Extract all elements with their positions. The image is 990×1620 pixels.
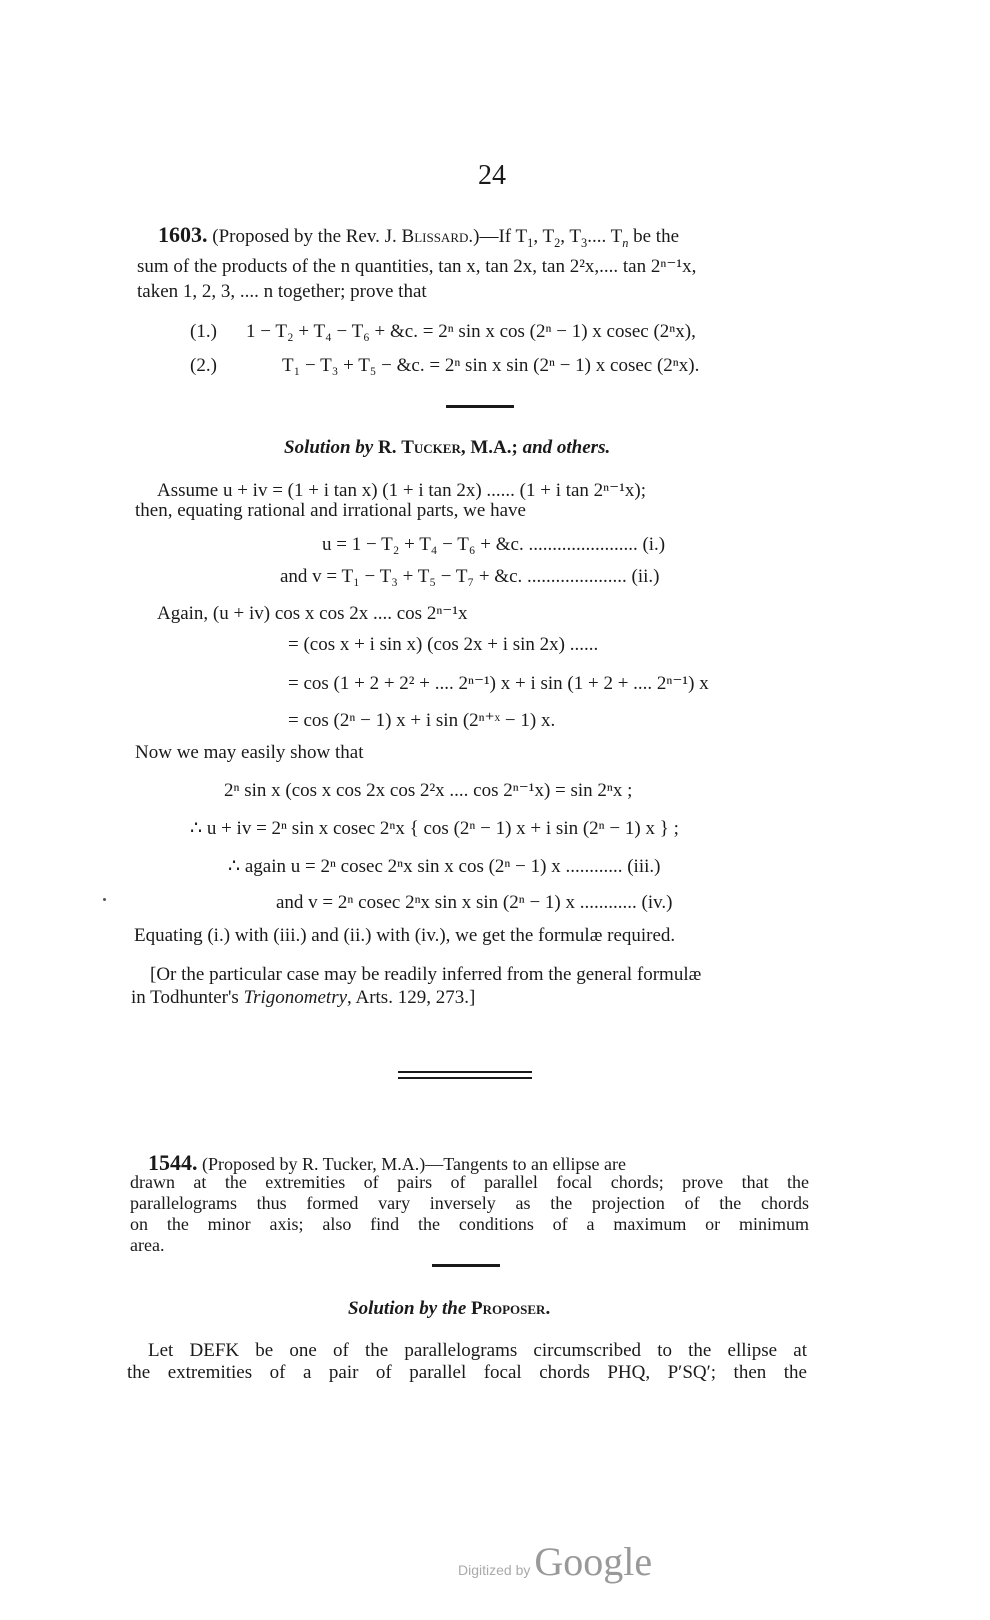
solution-2-line1: Let DEFK be one of the parallelograms circumscribed to the ellipse at xyxy=(148,1340,807,1361)
page-number: 24 xyxy=(478,160,506,191)
problem-1603-line2: sum of the products of the n quantities, tan x, tan 2x, tan 2²x,.... tan 2ⁿ⁻¹x, xyxy=(137,256,697,277)
equation-i: u = 1 − T₂ + T₄ − T₆ + &c. ....................... (i.) xyxy=(322,534,666,555)
therefore-line: ∴ u + iv = 2ⁿ sin x cosec 2ⁿx { cos (2ⁿ − 1) x + i sin (2ⁿ − 1) x } ; xyxy=(190,818,679,839)
equation-iv: and v = 2ⁿ cosec 2ⁿx sin x sin (2ⁿ − 1) x ............ (iv.) xyxy=(276,892,673,913)
again-line-2: = (cos x + i sin x) (cos 2x + i sin 2x) ...... xyxy=(288,634,599,655)
note-line-2: in Todhunter's Trigonometry, Arts. 129, 273.] xyxy=(131,987,476,1008)
problem-number: 1544. xyxy=(148,1150,198,1175)
formula-2-label: (2.) xyxy=(190,355,217,376)
problem-1603-line3: taken 1, 2, 3, .... n together; prove that xyxy=(137,281,427,302)
problem-number: 1603. xyxy=(158,222,208,247)
problem-1544-line3: parallelograms thus formed vary inversely as the projection of the chords xyxy=(130,1193,809,1213)
proposer-name: Blissard xyxy=(401,226,469,247)
solution-2-heading: Solution by the Proposer. xyxy=(348,1298,551,1319)
show-line: 2ⁿ sin x (cos x cos 2x cos 2²x .... cos 2ⁿ⁻¹x) = sin 2ⁿx ; xyxy=(224,780,633,801)
formula-2: T₁ − T₃ + T₅ − &c. = 2ⁿ sin x sin (2ⁿ − 1) x cosec (2ⁿx). xyxy=(282,355,700,376)
solution-1-heading: Solution by R. Tucker, M.A.; and others. xyxy=(284,437,611,458)
again-line: Again, (u + iv) cos x cos 2x .... cos 2ⁿ⁻¹x xyxy=(157,603,468,624)
divider xyxy=(432,1264,500,1267)
again-line-3: = cos (1 + 2 + 2² + .... 2ⁿ⁻¹) x + i sin (1 + 2 + .... 2ⁿ⁻¹) x xyxy=(288,673,709,694)
solution-2-line2: the extremities of a pair of parallel focal chords PHQ, P′SQ′; then the xyxy=(127,1362,807,1383)
equating-line: Equating (i.) with (iii.) and (ii.) with (iv.), we get the formulæ required. xyxy=(134,925,676,946)
equation-iii: ∴ again u = 2ⁿ cosec 2ⁿx sin x cos (2ⁿ − 1) x ............ (iii.) xyxy=(228,856,661,877)
digitized-watermark xyxy=(458,1538,652,1585)
digitized-text: Digitized by xyxy=(458,1562,531,1578)
speck xyxy=(103,898,106,901)
double-rule-top xyxy=(398,1071,532,1073)
problem-1603-line1: 1603. (Proposed by the Rev. J. Blissard.)—If $T_1$, $T_2$, $T_3$.... $T_n$ be the xyxy=(158,222,680,250)
then-line: then, equating rational and irrational parts, we have xyxy=(135,500,526,521)
double-rule-bottom xyxy=(398,1077,532,1079)
problem-1544-line4: on the minor axis; also find the conditions of a maximum or minimum xyxy=(130,1214,809,1234)
divider xyxy=(446,405,514,408)
assume-line: Assume u + iv = (1 + i tan x) (1 + i tan 2x) ...... (1 + i tan 2ⁿ⁻¹x); xyxy=(157,480,646,501)
google-logo: Google xyxy=(534,1539,653,1584)
equation-ii: and v = T₁ − T₃ + T₅ − T₇ + &c. ..................... (ii.) xyxy=(280,566,660,587)
problem-1544-line1: 1544. (Proposed by R. Tucker, M.A.)—Tangents to an ellipse are xyxy=(148,1150,626,1175)
problem-1544-line2: drawn at the extremities of pairs of parallel focal chords; prove that the xyxy=(130,1172,809,1192)
now-line: Now we may easily show that xyxy=(135,742,364,763)
formula-1: 1 − T₂ + T₄ − T₆ + &c. = 2ⁿ sin x cos (2ⁿ − 1) x cosec (2ⁿx), xyxy=(246,321,696,342)
note-line-1: [Or the particular case may be readily inferred from the general formulæ xyxy=(150,964,702,985)
formula-1-label: (1.) xyxy=(190,321,217,342)
proposer-intro: (Proposed by the Rev. J. xyxy=(212,226,402,247)
again-line-4: = cos (2ⁿ − 1) x + i sin (2ⁿ⁺ˣ − 1) x. xyxy=(288,710,556,731)
problem-1544-line5: area. xyxy=(130,1235,165,1255)
proposer-tail: .)—If T xyxy=(468,226,528,247)
